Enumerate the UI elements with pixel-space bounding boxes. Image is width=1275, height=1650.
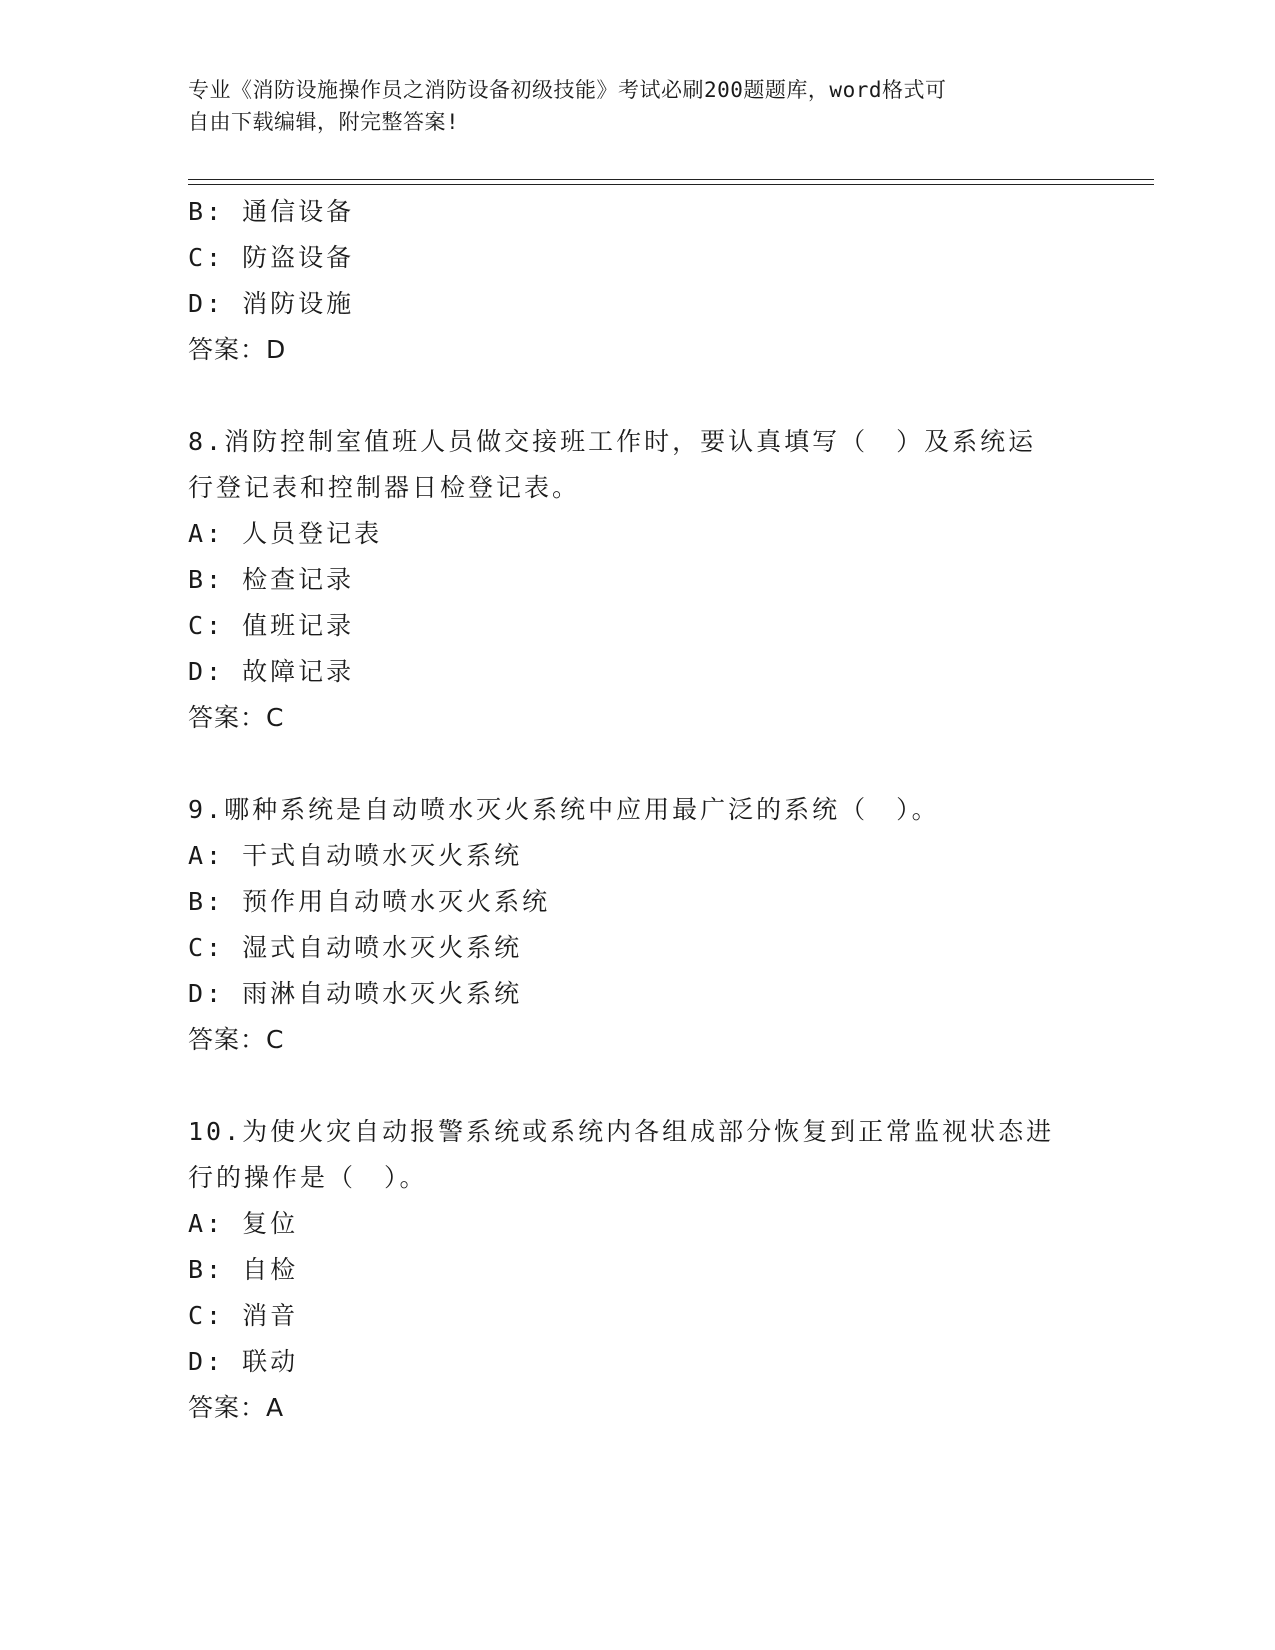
option-c: C: 防盗设备 (188, 243, 355, 272)
question-stem-line-1: 10.为使火灾自动报警系统或系统内各组成部分恢复到正常监视状态进 (188, 1117, 1055, 1146)
option-b: B: 自检 (188, 1255, 299, 1284)
spacer (188, 741, 1088, 787)
option-c: C: 值班记录 (188, 611, 355, 640)
answer: 答案：A (188, 1393, 285, 1422)
answer: 答案：C (188, 703, 285, 732)
option-a: A: 人员登记表 (188, 519, 383, 548)
option-b: B: 通信设备 (188, 197, 355, 226)
option-d: D: 消防设施 (188, 289, 355, 318)
question-9 (188, 787, 1088, 1063)
question-7-continuation (188, 189, 1088, 373)
header-line-1: 专业《消防设施操作员之消防设备初级技能》考试必刷200题题库，word格式可 (188, 78, 947, 102)
option-a: A: 复位 (188, 1209, 299, 1238)
question-8 (188, 419, 1088, 741)
spacer (188, 373, 1088, 419)
question-stem-line-1: 9.哪种系统是自动喷水灭火系统中应用最广泛的系统（ ）。 (188, 795, 940, 824)
option-d: D: 故障记录 (188, 657, 355, 686)
spacer (188, 1063, 1088, 1109)
document-header (188, 74, 1068, 138)
option-b: B: 检查记录 (188, 565, 355, 594)
header-divider (188, 179, 1154, 185)
question-content (188, 189, 1088, 1431)
option-c: C: 湿式自动喷水灭火系统 (188, 933, 523, 962)
option-b: B: 预作用自动喷水灭火系统 (188, 887, 551, 916)
question-stem-line-2: 行登记表和控制器日检登记表。 (188, 473, 581, 502)
question-10 (188, 1109, 1088, 1431)
option-d: D: 联动 (188, 1347, 299, 1376)
option-a: A: 干式自动喷水灭火系统 (188, 841, 523, 870)
option-c: C: 消音 (188, 1301, 299, 1330)
question-stem-line-1: 8.消防控制室值班人员做交接班工作时，要认真填写（ ）及系统运 (188, 427, 1037, 456)
answer: 答案：D (188, 335, 287, 364)
question-stem-line-2: 行的操作是（ ）。 (188, 1163, 428, 1192)
answer: 答案：C (188, 1025, 285, 1054)
header-line-2: 自由下载编辑，附完整答案! (188, 110, 460, 134)
option-d: D: 雨淋自动喷水灭火系统 (188, 979, 523, 1008)
